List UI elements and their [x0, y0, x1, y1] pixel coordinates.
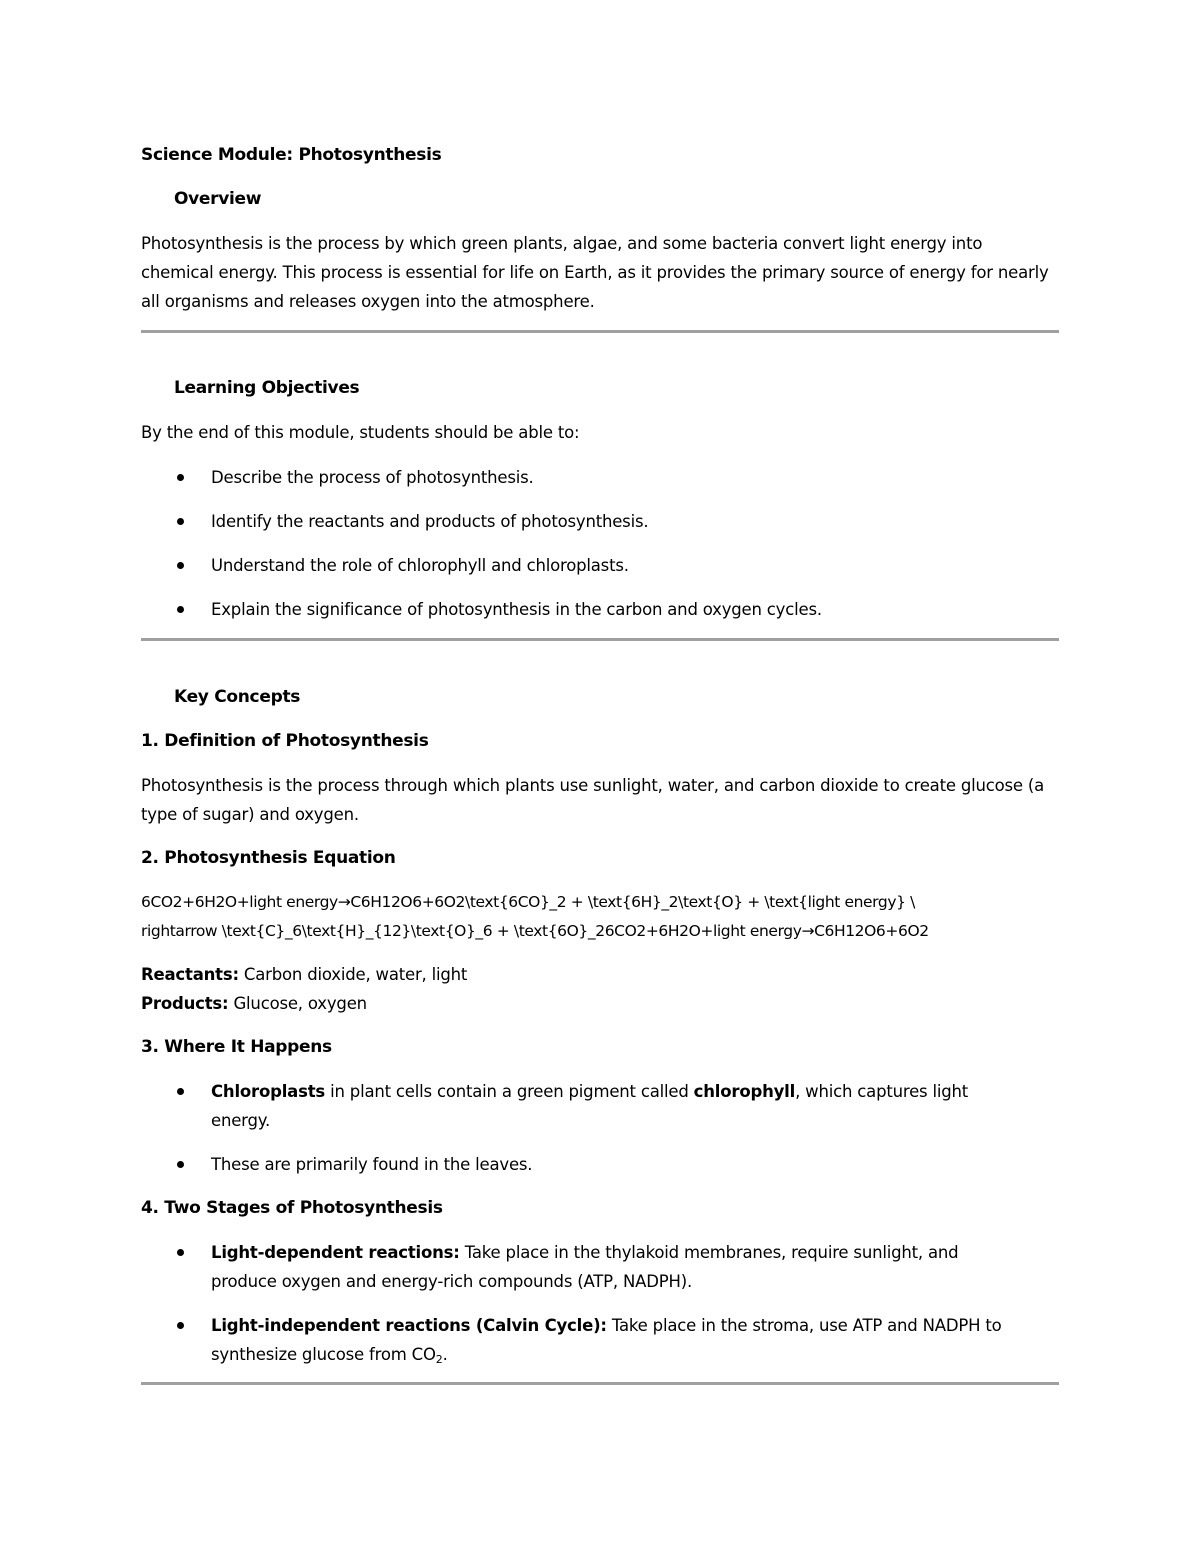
bullet-icon [177, 1249, 184, 1256]
document-title: Science Module: Photosynthesis [141, 145, 442, 165]
list-item: Light-independent reactions (Calvin Cycle): Take place in the stroma, use ATP and NADPH to synthesize glucose from $CO_2$. [141, 1311, 1059, 1369]
objectives-list [141, 463, 1059, 624]
list-item: Chloroplasts in plant cells contain a green pigment called chlorophyll, which captures light energy. [141, 1077, 1059, 1135]
equation-line-1: 6CO2+6H2O+light energy→C6H12O6+6O2\text{6CO}_2 + \text{6H}_2\text{O} + \text{light energy} \ [141, 893, 915, 911]
products-line [141, 989, 1059, 1018]
objectives-intro: By the end of this module, students should be able to: [141, 423, 580, 442]
products-value: Glucose, oxygen [228, 994, 367, 1013]
list-item: Light-dependent reactions: Take place in the thylakoid membranes, require sunlight, and produce oxygen and energy-rich compounds (ATP, NADPH). [141, 1238, 1059, 1296]
list-item: Explain the significance of photosynthesis in the carbon and oxygen cycles. [141, 595, 1059, 624]
stages-heading: 4. Two Stages of Photosynthesis [141, 1198, 443, 1218]
reactants-line [141, 960, 1059, 989]
list-item: Understand the role of chlorophyll and chloroplasts. [141, 551, 1059, 580]
definition-heading: 1. Definition of Photosynthesis [141, 731, 429, 751]
products-label: Products: [141, 994, 229, 1013]
bullet-icon [177, 1088, 184, 1095]
bullet-icon [177, 518, 184, 525]
reactants-value: Carbon dioxide, water, light [238, 965, 468, 984]
section-divider [141, 638, 1059, 641]
bullet-icon [177, 606, 184, 613]
where-list [141, 1077, 1059, 1179]
where-heading: 3. Where It Happens [141, 1037, 332, 1057]
overview-text: Photosynthesis is the process by which green plants, algae, and some bacteria convert light energy into chemical energy. This process is essential for life on Earth, as it provides the primary source of energy for nearly all organisms and releases oxygen into the atmosphere. [141, 234, 1049, 311]
key-concepts-heading: Key Concepts [174, 687, 301, 707]
objectives-heading: Learning Objectives [174, 378, 360, 398]
bullet-icon [177, 1161, 184, 1168]
overview-heading: Overview [174, 189, 262, 209]
section-divider [141, 1382, 1059, 1385]
equation-line-2: rightarrow \text{C}_6\text{H}_{12}\text{O}_6 + \text{6O}_26CO2+6H2O+light energy→C6H12O6+6O2 [141, 922, 929, 940]
equation-heading: 2. Photosynthesis Equation [141, 848, 396, 868]
definition-text: Photosynthesis is the process through which plants use sunlight, water, and carbon dioxide to create glucose (a type of sugar) and oxygen. [141, 776, 1045, 824]
list-item: Identify the reactants and products of photosynthesis. [141, 507, 1059, 536]
bullet-icon [177, 474, 184, 481]
stages-list [141, 1238, 1059, 1369]
reactants-label: Reactants: [141, 965, 239, 984]
bullet-icon [177, 1322, 184, 1329]
list-item: These are primarily found in the leaves. [141, 1150, 1059, 1179]
section-divider [141, 330, 1059, 333]
list-item: Describe the process of photosynthesis. [141, 463, 1059, 492]
bullet-icon [177, 562, 184, 569]
